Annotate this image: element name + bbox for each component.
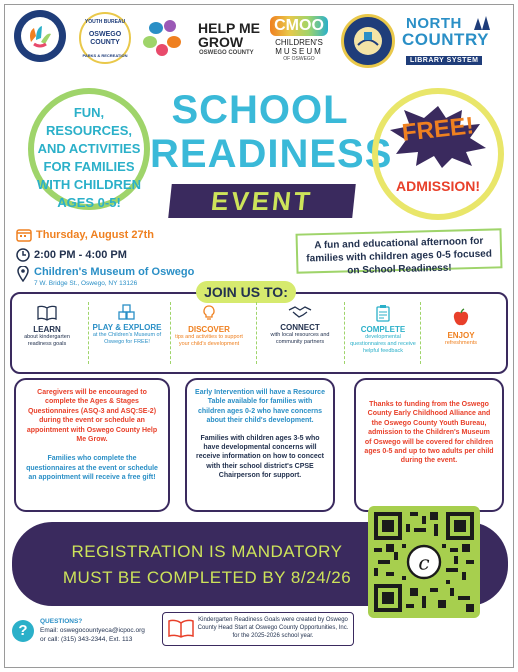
- activity-connect: [258, 304, 342, 346]
- oswego-ecd-logo: [14, 10, 66, 62]
- cmoo-line1: CHILDREN'S: [275, 38, 323, 47]
- cmoo-mark: CMOO: [270, 16, 328, 36]
- event-date: Thursday, August 27th: [36, 229, 154, 241]
- questions-label: QUESTIONS?: [40, 618, 83, 625]
- cmoo-logo: [266, 16, 332, 68]
- fun-line: WITH CHILDREN: [37, 177, 141, 192]
- registration-line2: MUST BE COMPLETED BY 8/24/26: [62, 568, 352, 587]
- title-line1: SCHOOL: [171, 88, 349, 132]
- card-paragraph: Thanks to funding from the Oswego County Early Childhood Alliance and the Oswego County Youth Bureau, admission to the Children's Museum of Oswego will be covered for children ages 0-5 and up to two adults per child during the event.: [364, 401, 494, 465]
- activity-enjoy: [426, 308, 496, 347]
- free-burst-text: FREE!: [400, 112, 476, 147]
- activity-desc: with local resources and community partners: [270, 332, 330, 345]
- credit-text: Kindergarten Readiness Goals were created by Oswego County Head Start at Oswego County Opportunities, Inc. for the 2025-2026 school year.: [197, 617, 349, 639]
- qr-pattern: [374, 512, 474, 612]
- credit-box: [162, 612, 354, 646]
- info-card-right: [354, 378, 504, 512]
- qr-code[interactable]: [368, 506, 480, 618]
- card-paragraph: Early Intervention will have a Resource Table available for families with children ages 0-2 who have concerns about their child's development.: [195, 389, 325, 425]
- youth-bureau-logo: [79, 12, 131, 64]
- fun-line: AGES 0-5!: [57, 195, 121, 210]
- activity-desc: at the Children's Museum of Oswego for FREE!: [92, 332, 162, 345]
- clipboard-icon: [375, 304, 391, 322]
- activity-title: LEARN: [33, 325, 61, 334]
- divider: [170, 302, 171, 364]
- divider: [344, 302, 345, 364]
- help-me-grow-logo: [142, 18, 260, 58]
- title-line2: READINESS: [150, 132, 393, 176]
- seal-icon: [344, 17, 392, 65]
- ncls-line2: COUNTRY: [402, 30, 489, 49]
- fun-badge-text: [34, 104, 144, 212]
- activity-title: DISCOVER: [188, 325, 230, 334]
- cmoo-line2: MUSEUM: [275, 47, 323, 56]
- flower-icon: [142, 18, 188, 58]
- trees-icon: [470, 16, 494, 30]
- clock-icon: [16, 248, 30, 262]
- divider: [420, 302, 421, 364]
- location-pin-icon: [17, 266, 29, 282]
- fun-line: FOR FAMILIES: [43, 159, 135, 174]
- admission-text: ADMISSION!: [396, 178, 480, 194]
- hands-icon: [14, 10, 66, 62]
- yb-bottom: PARKS & RECREATION: [82, 53, 128, 58]
- info-card-middle: [185, 378, 335, 512]
- ncls-line1: NORTH: [406, 15, 462, 32]
- activity-discover: [174, 304, 244, 348]
- activity-title: ENJOY: [447, 331, 475, 340]
- activity-complete: [348, 304, 418, 355]
- county-seal-logo: [341, 14, 395, 68]
- event-time: 2:00 PM - 4:00 PM: [34, 249, 127, 261]
- event-banner: EVENT: [168, 184, 356, 218]
- hmg-line1: HELP ME: [198, 20, 260, 36]
- lightbulb-icon: [201, 304, 217, 322]
- activity-desc: developmental questionnaires and receive helpful feedback: [350, 334, 416, 354]
- hmg-line2: GROW: [198, 34, 244, 50]
- activity-title: PLAY & EXPLORE: [92, 323, 162, 332]
- activity-desc: tips and activities to support your child's development: [175, 334, 243, 347]
- activity-title: COMPLETE: [360, 325, 406, 334]
- contact-email[interactable]: Email: oswegocountyeca@icpoc.org: [40, 627, 145, 634]
- fun-line: AND ACTIVITIES: [37, 141, 141, 156]
- ncls-line3: LIBRARY SYSTEM: [406, 56, 482, 65]
- event-venue: Children's Museum of Oswego: [34, 266, 195, 278]
- yb-middle: OSWEGO COUNTY: [88, 31, 122, 46]
- hmg-line3: OSWEGO COUNTY: [199, 50, 254, 56]
- card-paragraph: Families who complete the questionnaires at the event or schedule an appointment will receive a free gift!: [26, 455, 158, 482]
- activity-desc: refreshments: [444, 340, 478, 346]
- ncls-logo: [402, 16, 502, 68]
- contact-phone[interactable]: or call: (315) 343-2344, Ext. 113: [40, 636, 133, 643]
- yb-top: YOUTH BUREAU: [84, 19, 126, 25]
- blocks-icon: [117, 304, 137, 320]
- divider: [88, 302, 89, 364]
- activity-play: [92, 304, 162, 346]
- calendar-icon: [16, 228, 32, 242]
- card-paragraph: Caregivers will be encouraged to complete the Ages & Stages Questionnaires (ASQ-3 and ASQ:SE-2) during the event or schedule an appointment with Oswego County Help Me Grow.: [26, 389, 158, 444]
- afternoon-box: A fun and educational afternoon for families with children ages 0-5 focused on School Readiness!: [296, 228, 503, 273]
- book-icon: [36, 304, 58, 322]
- activity-title: CONNECT: [280, 323, 320, 332]
- registration-line1: REGISTRATION IS MANDATORY: [71, 542, 343, 561]
- divider: [256, 302, 257, 364]
- fun-line: FUN,: [73, 105, 105, 120]
- cmoo-line3: OF OSWEGO: [283, 56, 315, 62]
- activity-desc: about kindergarten readiness goals: [24, 334, 70, 347]
- open-book-icon: [167, 619, 195, 639]
- card-paragraph: Families with children ages 3-5 who have developmental concerns will receive information on how to concect with their school district's CPSE Chairperson for support.: [196, 434, 324, 480]
- question-icon: ?: [12, 620, 34, 642]
- join-us-pill: JOIN US TO:: [196, 281, 296, 303]
- handshake-icon: [287, 304, 313, 320]
- info-card-left: [14, 378, 170, 512]
- free-badge: [372, 88, 504, 220]
- qr-center-letter: c: [418, 550, 430, 575]
- fun-line: RESOURCES,: [46, 123, 132, 138]
- activity-learn: [12, 304, 82, 348]
- apple-icon: [451, 308, 471, 328]
- event-address: 7 W. Bridge St., Oswego, NY 13126: [34, 280, 138, 287]
- fun-badge: [28, 88, 150, 210]
